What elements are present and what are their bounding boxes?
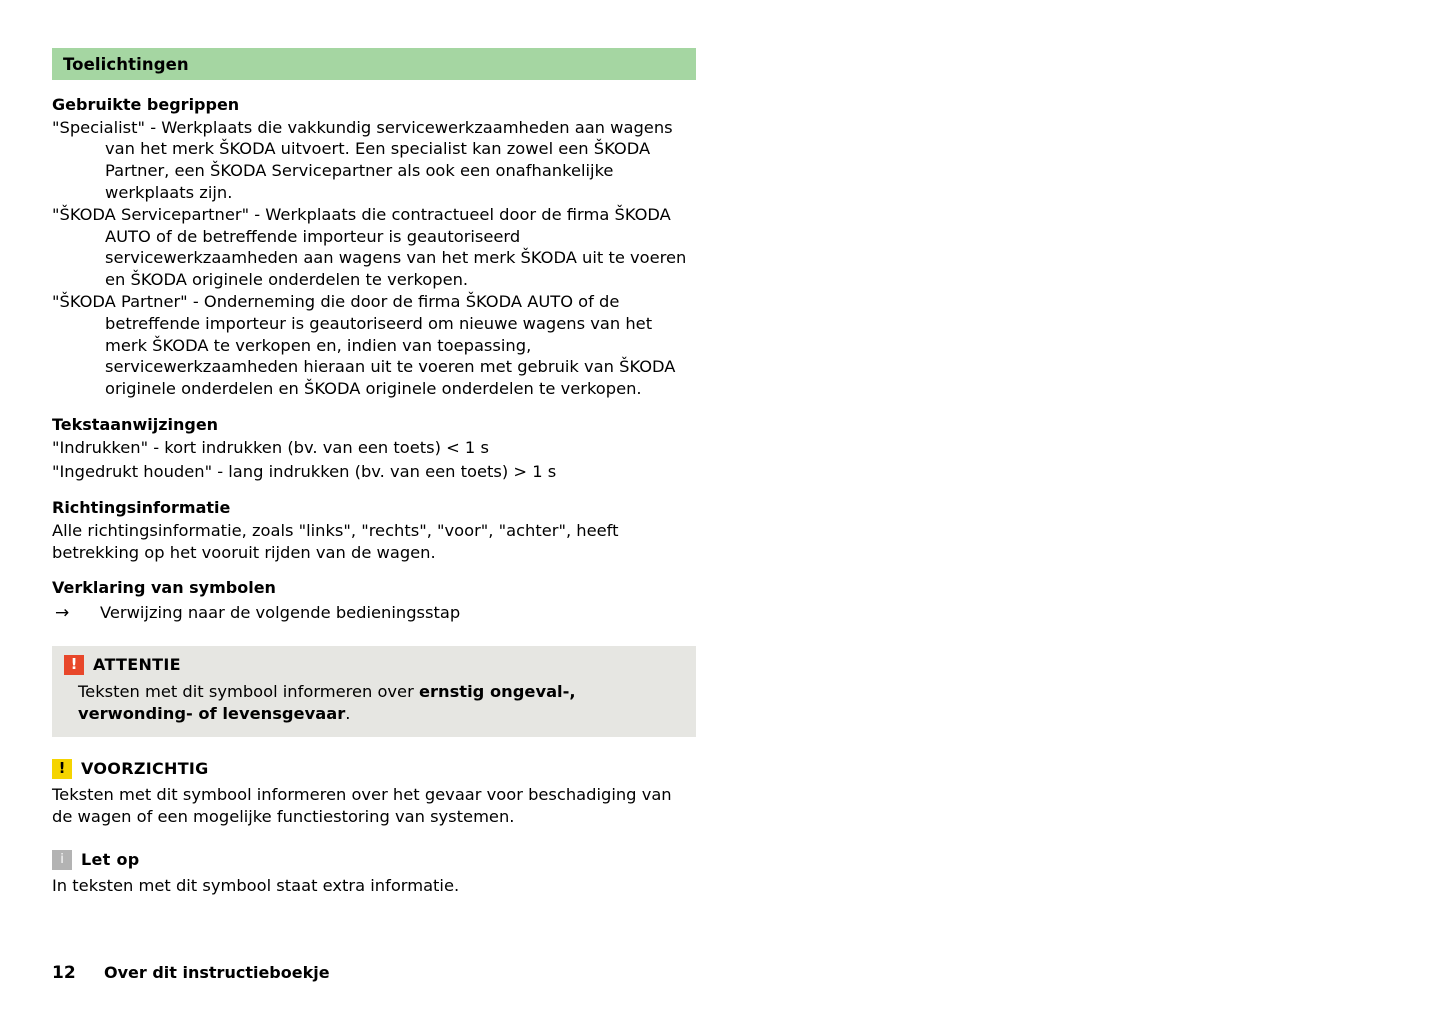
text-instruction-ingedrukt-houden: "Ingedrukt houden" - lang indrukken (bv. van een toets) > 1 s <box>52 462 557 482</box>
attention-text-after: . <box>345 703 351 723</box>
text-instruction-indrukken: "Indrukken" - kort indrukken (bv. van een toets) < 1 s <box>52 437 489 457</box>
page-content <box>52 48 696 897</box>
attention-callout-title: ATTENTIE <box>93 655 181 675</box>
caution-callout <box>52 759 696 828</box>
attention-callout-header <box>64 655 684 675</box>
attention-text-before: Teksten met dit symbool informeren over <box>78 681 419 701</box>
page-number: 12 <box>52 963 76 983</box>
warning-exclamation-icon: ! <box>64 655 84 675</box>
direction-info-text: Alle richtingsinformatie, zoals "links", "rechts", "voor", "achter", heeft betrekking op het vooruit rijden van de wagen. <box>52 520 619 562</box>
info-icon: i <box>52 850 72 870</box>
note-callout-title: Let op <box>81 850 140 870</box>
attention-text-bold: ernstig ongeval-, verwonding- of levensgevaar <box>78 681 576 723</box>
heading-tekstaanwijzingen: Tekstaanwijzingen <box>52 414 219 434</box>
symbol-legend-label: Verwijzing naar de volgende bedieningsstap <box>100 602 461 622</box>
attention-callout-body <box>64 681 684 725</box>
section-title: Toelichtingen <box>63 54 189 74</box>
caution-callout-body: Teksten met dit symbool informeren over het gevaar voor beschadiging van de wagen of een mogelijke functiestoring van systemen. <box>52 784 672 826</box>
attention-callout <box>52 646 696 737</box>
heading-richtingsinformatie: Richtingsinformatie <box>52 498 231 518</box>
heading-gebruikte-begrippen: Gebruikte begrippen <box>52 95 240 114</box>
note-callout-header <box>52 850 696 870</box>
footer-chapter-title: Over dit instructieboekje <box>104 963 330 982</box>
term-definition-specialist: "Specialist" - Werkplaats die vakkundig servicewerkzaamheden aan wagens van het merk ŠKODA uitvoert. Een specialist kan zowel een ŠKODA Partner, een ŠKODA Servicepartner als ook een onafhankelijke werkplaats zijn. <box>52 117 673 202</box>
note-callout-body: In teksten met dit symbool staat extra informatie. <box>52 875 460 895</box>
caution-callout-header <box>52 759 696 779</box>
page-footer <box>52 963 330 983</box>
section-header-bar <box>52 48 696 80</box>
symbol-legend-row <box>52 602 696 624</box>
heading-verklaring-van-symbolen: Verklaring van symbolen <box>52 578 276 598</box>
caution-exclamation-icon: ! <box>52 759 72 779</box>
term-definition-partner: "ŠKODA Partner" - Onderneming die door de firma ŠKODA AUTO of de betreffende importeur is geautoriseerd om nieuwe wagens van het merk ŠKODA te verkopen en, indien van toepassing, servicewerkzaamheden hieraan uit te voeren met gebruik van ŠKODA originele onderdelen en ŠKODA originele onderdelen te verkopen. <box>52 291 676 399</box>
term-definition-servicepartner: "ŠKODA Servicepartner" - Werkplaats die contractueel door de firma ŠKODA AUTO of de betreffende importeur is geautoriseerd servicewerkzaamheden aan wagens van het merk ŠKODA uit te voeren en ŠKODA originele onderdelen te verkopen. <box>52 204 687 290</box>
caution-callout-title: VOORZICHTIG <box>81 759 209 779</box>
arrow-right-icon: → <box>55 602 70 623</box>
note-callout <box>52 850 696 897</box>
